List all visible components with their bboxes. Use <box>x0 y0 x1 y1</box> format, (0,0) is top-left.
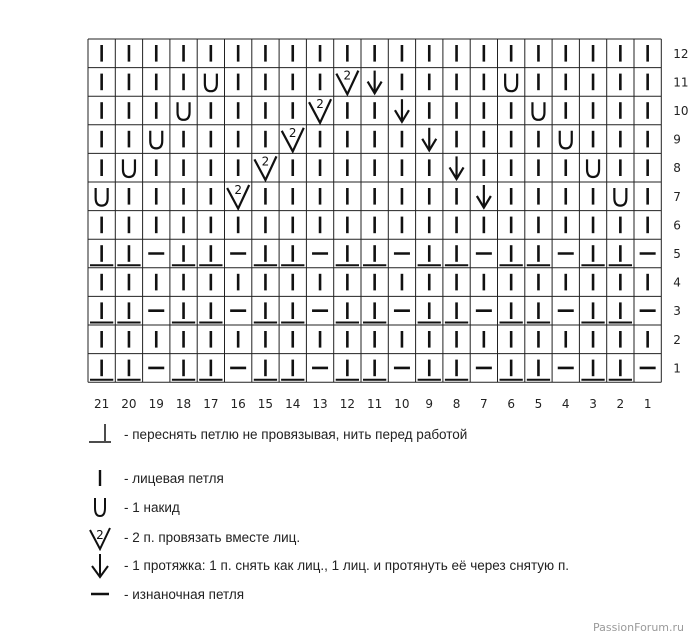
column-number: 20 <box>121 397 137 412</box>
legend-item-purl <box>86 580 244 608</box>
legend-item-yarn-over <box>86 493 180 521</box>
k2tog-number: 2 <box>288 125 297 140</box>
knit-stitch-icon <box>86 464 116 492</box>
column-number: 18 <box>175 397 192 412</box>
column-number: 12 <box>339 397 355 412</box>
row-number: 8 <box>673 161 681 176</box>
column-number: 21 <box>94 397 110 412</box>
legend-item-slip <box>86 420 467 448</box>
yarn-over <box>505 74 517 92</box>
row-number: 4 <box>673 275 681 290</box>
row-number: 5 <box>673 247 681 261</box>
column-number: 16 <box>230 397 246 412</box>
column-number: 17 <box>203 397 219 412</box>
yarn-over <box>150 131 162 149</box>
down-arrow-icon <box>86 551 116 579</box>
row-number: 3 <box>673 304 681 319</box>
yarn-over <box>205 74 217 92</box>
legend-item-knit <box>86 464 224 492</box>
column-number: 4 <box>561 397 570 412</box>
legend-text-skpo: - 1 протяжка: 1 п. снять как лиц., 1 лиц. и протянуть её через снятую п. <box>124 557 569 573</box>
row-number: 6 <box>673 218 681 233</box>
column-number: 14 <box>285 397 301 412</box>
yarn-over <box>587 159 599 177</box>
column-number: 10 <box>394 397 410 412</box>
legend-text-slip: - переснять петлю не провязывая, нить перед работой <box>124 426 468 442</box>
yarn-over <box>96 188 108 206</box>
legend-item-k2tog <box>86 523 300 551</box>
column-number: 1 <box>643 397 652 412</box>
row-number: 2 <box>673 332 681 347</box>
column-number: 15 <box>257 397 274 412</box>
row-number: 10 <box>673 104 689 118</box>
column-number: 13 <box>312 397 328 412</box>
k2tog-number: 2 <box>234 183 242 197</box>
watermark: PassionForum.ru <box>593 621 684 634</box>
column-number: 11 <box>367 397 383 412</box>
column-number: 3 <box>589 397 597 412</box>
legend-text-knit: - лицевая петля <box>124 470 224 486</box>
k2tog-number: 2 <box>261 154 270 169</box>
legend-item-skpo <box>86 551 569 579</box>
k2tog-number: 2 <box>316 97 324 112</box>
legend-text-k2tog: - 2 п. провязать вместе лиц. <box>124 529 301 545</box>
yarn-over <box>532 102 544 120</box>
legend-text-yarn-over: - 1 накид <box>124 499 180 515</box>
row-number: 11 <box>673 75 689 90</box>
k2tog-icon <box>86 523 116 551</box>
purl-stitch-icon <box>86 580 116 608</box>
column-number: 7 <box>480 397 488 412</box>
column-number: 2 <box>616 397 625 412</box>
yarn-over <box>123 159 135 177</box>
column-number: 5 <box>534 397 543 412</box>
svg-text:2: 2 <box>96 528 104 542</box>
slip-stitch-icon <box>86 420 116 448</box>
row-number: 1 <box>673 361 681 376</box>
column-number: 6 <box>507 397 515 412</box>
k2tog-number: 2 <box>343 68 352 83</box>
yarn-over-icon <box>86 493 116 521</box>
column-number: 19 <box>148 397 164 412</box>
column-number: 8 <box>452 397 461 412</box>
yarn-over <box>178 102 190 120</box>
row-number: 12 <box>673 46 689 61</box>
yarn-over <box>560 131 572 149</box>
row-number: 9 <box>673 132 681 147</box>
yarn-over <box>614 188 626 206</box>
legend-text-purl: - изнаночная петля <box>124 586 245 602</box>
column-number: 9 <box>425 397 434 412</box>
row-number: 7 <box>673 189 681 204</box>
